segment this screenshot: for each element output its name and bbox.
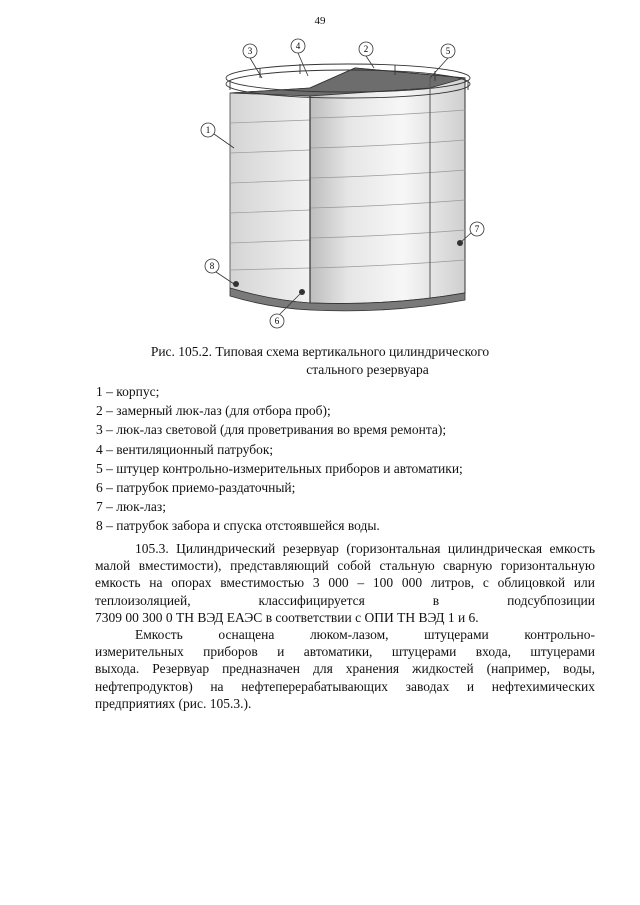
legend-item-7: 7 – люк-лаз; [96,499,166,515]
paragraph-2-line-4: нефтепродуктов) на нефтеперерабатывающих заводах и нефтехимических [95,678,595,694]
callout-label-5: 5 [445,46,451,56]
tank-diagram [190,38,500,338]
paragraph-1-line-1: 105.3. Цилиндрический резервуар (горизонтальная цилиндрическая емкость [135,541,595,556]
caption-line-2: стального резервуара [306,362,429,377]
figure-legend [96,382,463,536]
paragraph-1 [95,540,595,626]
legend-item-5: 5 – штуцер контрольно-измерительных приборов и автоматики; [96,460,463,476]
paragraph-2-line-3: выхода. Резервуар предназначен для хранения жидкостей (например, воды, [95,661,595,677]
figure-caption [0,343,640,379]
paragraph-1-line-2: малой вместимости), представляющий собой стальную сварную горизонтальную [95,558,595,574]
paragraph-2-line-2: измерительных приборов и автоматики, штуцерами входа, штуцерами [95,644,595,660]
callout-5 [430,44,455,78]
callout-3 [243,44,262,78]
callout-label-3: 3 [247,46,253,56]
tank-shell [310,68,465,304]
callout-label-7: 7 [474,224,480,234]
paragraph-1-line-3: емкость на опорах вместимостью 3 000 – 100 000 литров, с облицовкой или [95,575,595,591]
callout-label-4: 4 [295,41,301,51]
caption-line-1: Рис. 105.2. Типовая схема вертикального цилиндрического [150,344,490,359]
callout-label-2: 2 [363,44,369,54]
paragraph-1-line-4: теплоизоляцией, классифицируется в подсубпозиции [95,592,595,608]
paragraph-2 [95,626,595,712]
paragraph-2-line-5: предприятиях (рис. 105.3.). [95,695,252,711]
callout-label-1: 1 [205,125,211,135]
legend-item-2: 2 – замерный люк-лаз (для отбора проб); [96,403,331,419]
legend-item-8: 8 – патрубок забора и спуска отстоявшейся воды. [96,518,380,534]
legend-item-4: 4 – вентиляционный патрубок; [96,441,274,457]
body-text [95,540,595,712]
legend-item-1: 1 – корпус; [96,384,160,399]
paragraph-2-line-1: Емкость оснащена люком-лазом, штуцерами контрольно- [135,627,595,643]
callout-label-6: 6 [274,316,280,326]
callout-label-8: 8 [209,261,215,271]
legend-item-6: 6 – патрубок приемо-раздаточный; [96,480,296,496]
tank-figure [190,38,500,338]
page-number: 49 [314,15,326,27]
legend-item-3: 3 – люк-лаз световой (для проветривания во время ремонта); [96,422,447,438]
paragraph-1-line-5: 7309 00 300 0 ТН ВЭД ЕАЭС в соответствии с ОПИ ТН ВЭД 1 и 6. [95,609,479,625]
